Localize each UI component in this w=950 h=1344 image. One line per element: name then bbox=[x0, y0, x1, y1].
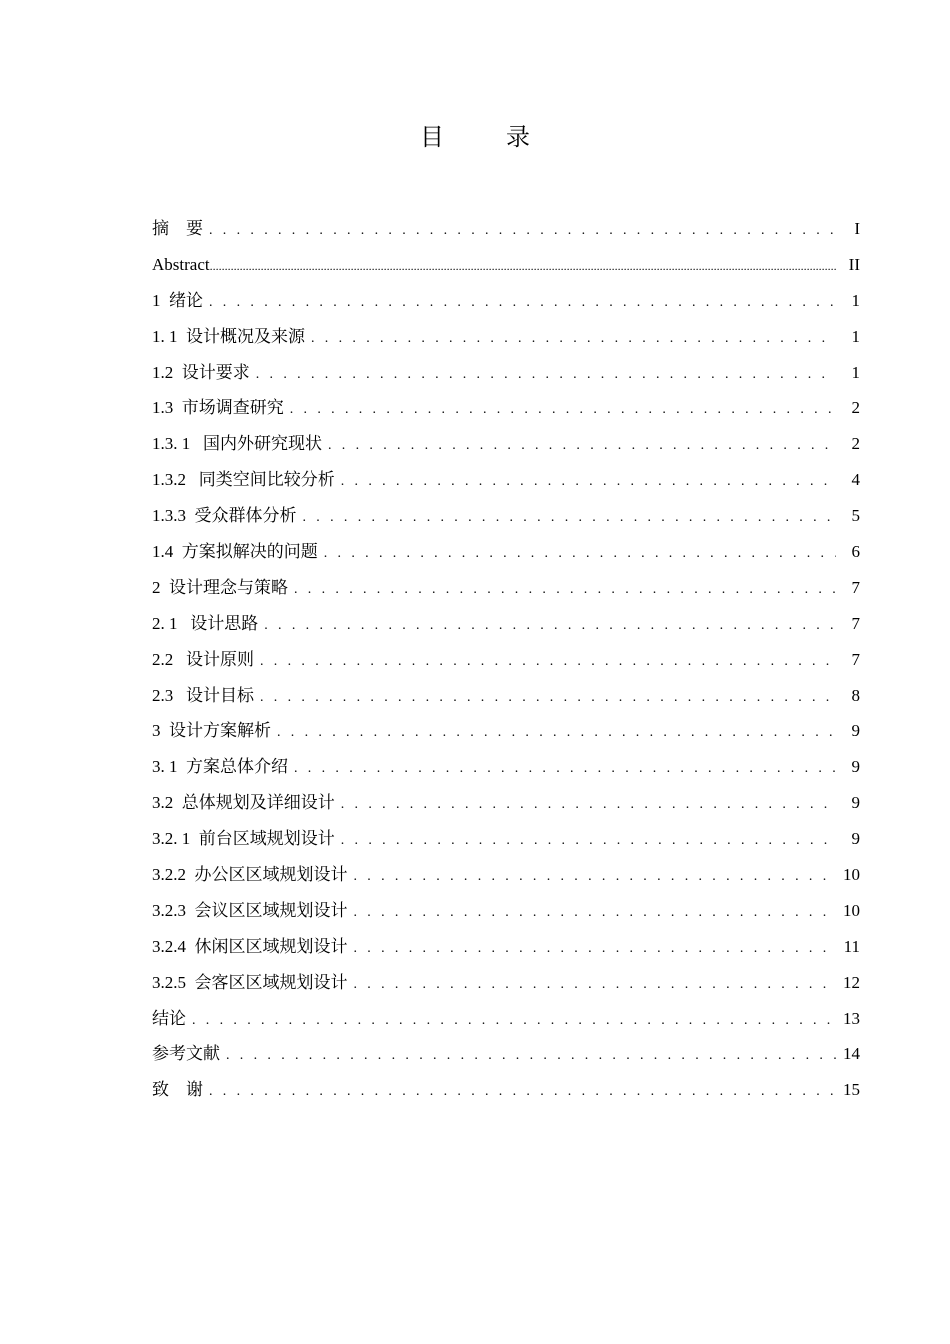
toc-entry[interactable] bbox=[152, 1072, 860, 1108]
toc-entry-label: 1.4 方案拟解决的问题 bbox=[152, 542, 318, 562]
toc-entry-label: 1.3.3 受众群体分析 bbox=[152, 506, 297, 526]
toc-entry-label: 1. 1 设计概况及来源 bbox=[152, 326, 305, 346]
page-title: 目 录 bbox=[420, 125, 558, 151]
toc-dot-leader bbox=[256, 357, 836, 393]
toc-entry-page-number: 5 bbox=[851, 506, 860, 526]
toc-entry[interactable] bbox=[152, 678, 860, 714]
toc-entry-page-number: 10 bbox=[843, 865, 860, 885]
toc-entry-page-number: 1 bbox=[851, 326, 860, 346]
toc-dot-leader bbox=[210, 249, 836, 285]
toc-entry-page-number: 7 bbox=[851, 577, 860, 597]
toc-dot-leader bbox=[341, 464, 836, 500]
toc-entry-label: 1 绪论 bbox=[152, 290, 203, 310]
toc-entry[interactable] bbox=[152, 1001, 860, 1037]
toc-entry-page-number: 6 bbox=[851, 542, 860, 562]
toc-dot-leader bbox=[192, 1003, 836, 1039]
toc-dot-leader bbox=[303, 500, 837, 536]
toc-entry[interactable] bbox=[152, 498, 860, 534]
toc-entry-page-number: 12 bbox=[843, 972, 860, 992]
toc-entry-page-number: 1 bbox=[851, 362, 860, 382]
toc-entry-page-number: 11 bbox=[843, 936, 860, 956]
toc-entry[interactable] bbox=[152, 749, 860, 785]
toc-entry-label: 1.3. 1 国内外研究现状 bbox=[152, 434, 322, 454]
toc-entry-label: 3.2 总体规划及详细设计 bbox=[152, 793, 335, 813]
toc-entry-page-number: 9 bbox=[851, 721, 860, 741]
toc-dot-leader bbox=[294, 751, 836, 787]
toc-entry-page-number: I bbox=[854, 219, 860, 238]
toc-dot-leader bbox=[328, 428, 836, 464]
toc-entry-label: Abstract bbox=[152, 254, 210, 274]
toc-entry-label: 3.2.4 休闲区区域规划设计 bbox=[152, 936, 348, 956]
toc-entry-page-number: 2 bbox=[851, 398, 860, 418]
toc-entry-label: 致 谢 bbox=[152, 1080, 203, 1100]
toc-entry-label: 3.2.2 办公区区域规划设计 bbox=[152, 865, 348, 885]
toc-entry-page-number: 7 bbox=[851, 649, 860, 669]
toc-entry[interactable] bbox=[152, 929, 860, 965]
toc-entry-page-number: 9 bbox=[851, 793, 860, 813]
table-of-contents bbox=[152, 211, 860, 1108]
toc-entry[interactable] bbox=[152, 426, 860, 462]
toc-entry-label: 3.2.5 会客区区域规划设计 bbox=[152, 972, 348, 992]
toc-dot-leader bbox=[354, 895, 837, 931]
toc-entry-label: 摘 要 bbox=[152, 219, 203, 238]
toc-dot-leader bbox=[324, 536, 836, 572]
toc-entry-label: 1.2 设计要求 bbox=[152, 362, 250, 382]
toc-entry-page-number: 8 bbox=[851, 685, 860, 705]
toc-dot-leader bbox=[354, 931, 837, 967]
toc-entry[interactable] bbox=[152, 319, 860, 355]
toc-entry-label: 2 设计理念与策略 bbox=[152, 577, 288, 597]
toc-dot-leader bbox=[260, 680, 836, 716]
toc-dot-leader bbox=[226, 1038, 836, 1074]
toc-dot-leader bbox=[209, 285, 836, 321]
toc-entry[interactable] bbox=[152, 606, 860, 642]
toc-entry-page-number: 7 bbox=[851, 613, 860, 633]
toc-entry-page-number: 10 bbox=[843, 900, 860, 920]
toc-entry-page-number: 13 bbox=[843, 1008, 860, 1028]
toc-entry-page-number: 1 bbox=[851, 290, 860, 310]
toc-dot-leader bbox=[294, 572, 836, 608]
toc-entry[interactable] bbox=[152, 390, 860, 426]
toc-dot-leader bbox=[264, 608, 836, 644]
toc-entry-page-number: 9 bbox=[851, 757, 860, 777]
toc-dot-leader bbox=[311, 321, 836, 357]
toc-entry[interactable] bbox=[152, 355, 860, 391]
toc-dot-leader bbox=[354, 967, 837, 1003]
toc-entry[interactable] bbox=[152, 211, 860, 247]
toc-dot-leader bbox=[260, 644, 836, 680]
toc-dot-leader bbox=[341, 787, 836, 823]
toc-entry-label: 2.3 设计目标 bbox=[152, 685, 254, 705]
toc-dot-leader bbox=[290, 392, 836, 428]
toc-entry-page-number: II bbox=[848, 254, 860, 274]
toc-entry-page-number: 2 bbox=[851, 434, 860, 454]
toc-entry-page-number: 4 bbox=[851, 470, 860, 490]
toc-entry[interactable] bbox=[152, 283, 860, 319]
toc-entry[interactable] bbox=[152, 1036, 860, 1072]
toc-dot-leader bbox=[277, 715, 836, 751]
toc-entry[interactable] bbox=[152, 785, 860, 821]
toc-entry[interactable] bbox=[152, 857, 860, 893]
toc-entry-page-number: 14 bbox=[843, 1044, 860, 1064]
toc-dot-leader bbox=[341, 823, 836, 859]
toc-entry[interactable] bbox=[152, 821, 860, 857]
toc-entry-label: 参考文献 bbox=[152, 1044, 220, 1064]
toc-entry-label: 1.3.2 同类空间比较分析 bbox=[152, 470, 335, 490]
toc-dot-leader bbox=[354, 859, 837, 895]
toc-entry[interactable] bbox=[152, 534, 860, 570]
toc-entry-label: 2. 1 设计思路 bbox=[152, 613, 259, 633]
toc-entry-label: 3.2. 1 前台区域规划设计 bbox=[152, 829, 335, 849]
toc-entry-label: 2.2 设计原则 bbox=[152, 649, 254, 669]
toc-entry-label: 3 设计方案解析 bbox=[152, 721, 271, 741]
toc-entry[interactable] bbox=[152, 893, 860, 929]
toc-entry[interactable] bbox=[152, 965, 860, 1001]
toc-entry-page-number: 9 bbox=[851, 829, 860, 849]
toc-entry[interactable] bbox=[152, 247, 860, 283]
toc-dot-leader bbox=[209, 1074, 836, 1110]
toc-entry-label: 3. 1 方案总体介绍 bbox=[152, 757, 288, 777]
toc-entry-label: 1.3 市场调查研究 bbox=[152, 398, 284, 418]
toc-entry-label: 结论 bbox=[152, 1008, 186, 1028]
toc-entry-label: 3.2.3 会议区区域规划设计 bbox=[152, 900, 348, 920]
toc-entry[interactable] bbox=[152, 642, 860, 678]
toc-entry[interactable] bbox=[152, 713, 860, 749]
toc-entry[interactable] bbox=[152, 462, 860, 498]
toc-entry[interactable] bbox=[152, 570, 860, 606]
toc-dot-leader bbox=[209, 213, 836, 249]
toc-entry-page-number: 15 bbox=[843, 1080, 860, 1100]
